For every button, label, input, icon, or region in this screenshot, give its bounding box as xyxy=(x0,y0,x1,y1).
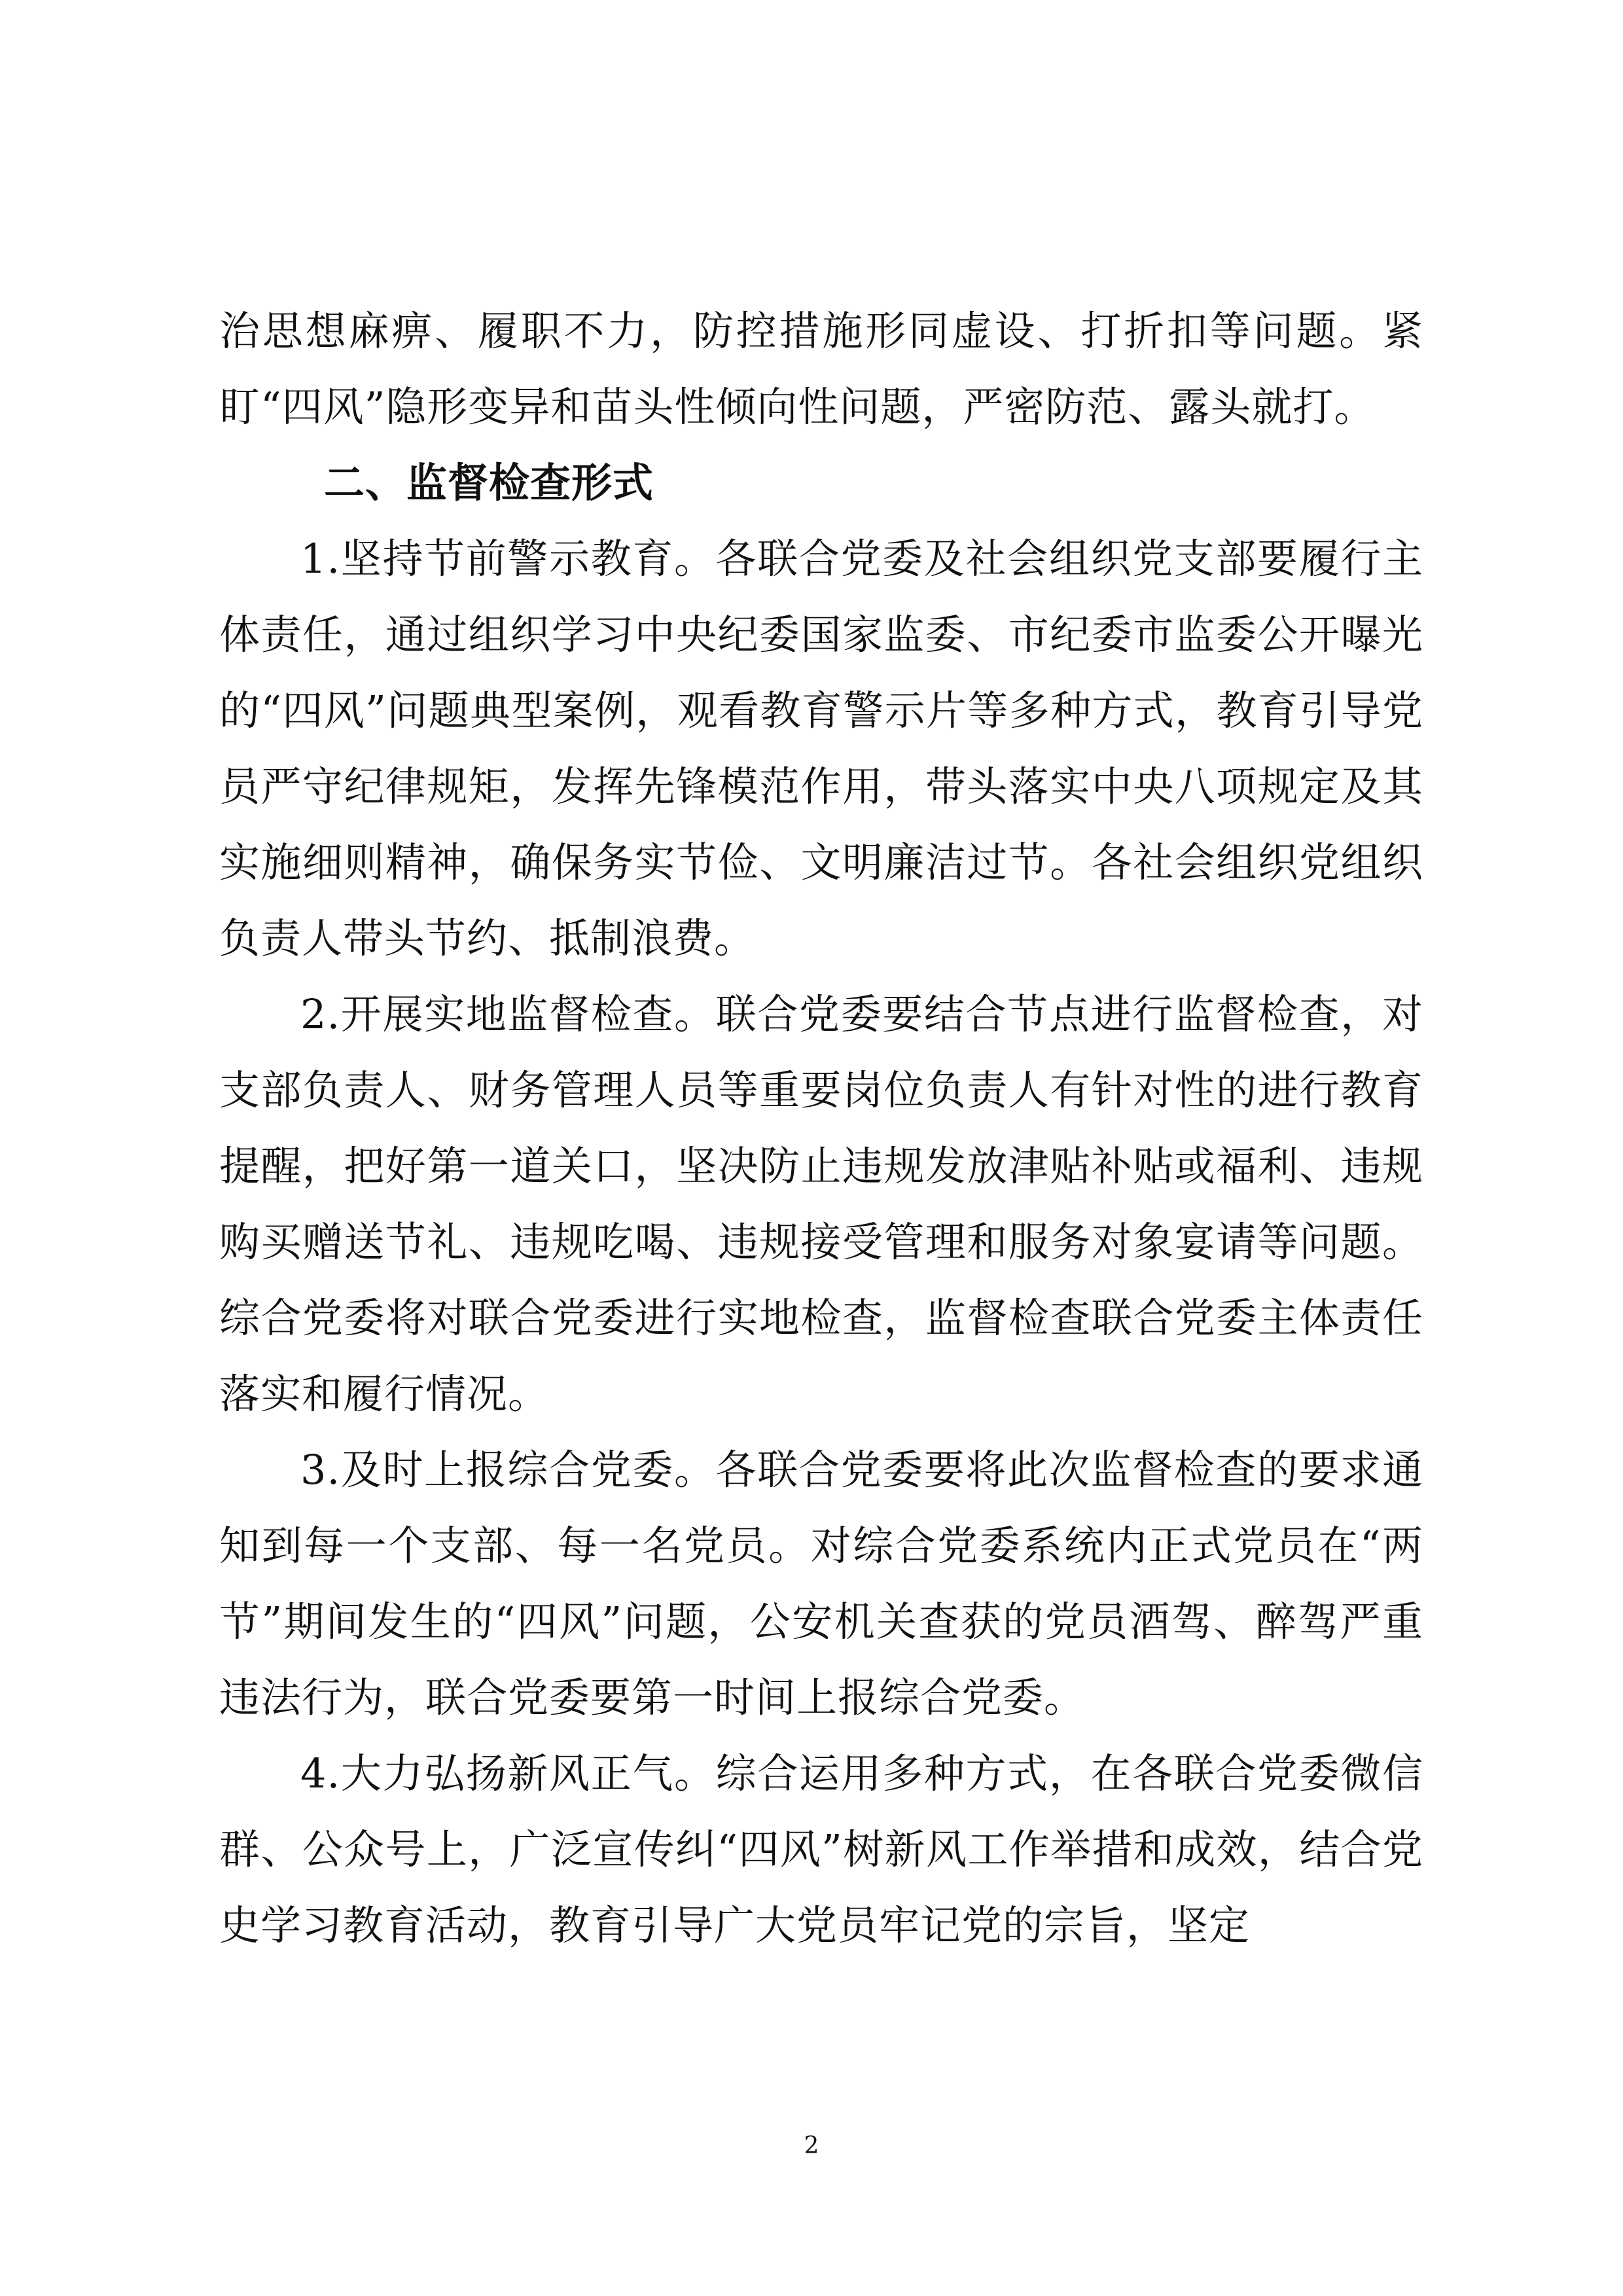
list-item-4: 4.大力弘扬新风正气。综合运用多种方式，在各联合党委微信群、公众号上，广泛宣传纠“四风”树新风工作举措和成效，结合党史学习教育活动，教育引导广大党员牢记党的宗旨，坚定 xyxy=(219,1749,1423,1949)
section-heading: 二、监督检查形式 xyxy=(324,459,654,507)
list-item-1: 1.坚持节前警示教育。各联合党委及社会组织党支部要履行主体责任，通过组织学习中央纪委国家监委、市纪委市监委公开曝光的“四风”问题典型案例，观看教育警示片等多种方式，教育引导党员严守纪律规矩，发挥先锋模范作用，带头落实中央八项规定及其实施细则精神，确保务实节俭、文明廉洁过节。各社会组织党组织负责人带头节约、抵制浪费。 xyxy=(219,535,1423,962)
list-item-2: 2.开展实地监督检查。联合党委要结合节点进行监督检查，对支部负责人、财务管理人员等重要岗位负责人有针对性的进行教育提醒，把好第一道关口，坚决防止违规发放津贴补贴或福利、违规购买赠送节礼、违规吃喝、违规接受管理和服务对象宴请等问题。综合党委将对联合党委进行实地检查，监督检查联合党委主体责任落实和履行情况。 xyxy=(219,990,1423,1418)
list-item-3: 3.及时上报综合党委。各联合党委要将此次监督检查的要求通知到每一个支部、每一名党员。对综合党委系统内正式党员在“两节”期间发生的“四风”问题，公安机关查获的党员酒驾、醉驾严重违法行为，联合党委要第一时间上报综合党委。 xyxy=(219,1446,1423,1721)
document-body xyxy=(219,293,1423,1964)
page-number: 2 xyxy=(804,2132,819,2159)
paragraph-continuation: 治思想麻痹、履职不力，防控措施形同虚设、打折扣等问题。紧盯“四风”隐形变异和苗头性倾向性问题，严密防范、露头就打。 xyxy=(219,307,1423,431)
